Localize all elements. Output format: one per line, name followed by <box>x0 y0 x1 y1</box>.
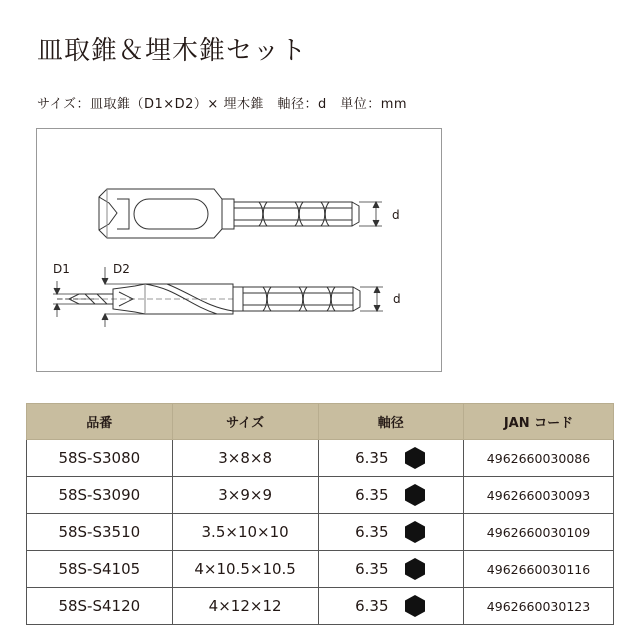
hexagon-icon <box>403 483 427 507</box>
drill-drawing <box>37 129 443 373</box>
size-cell: 4×10.5×10.5 <box>172 551 318 588</box>
size-cell: 4×12×12 <box>172 588 318 625</box>
size-cell: 3.5×10×10 <box>172 514 318 551</box>
size-legend: サイズ：皿取錐（D1×D2）× 埋木錐 軸径：d 単位：mm <box>37 97 408 112</box>
hexagon-icon <box>403 446 427 470</box>
hexagon-icon <box>403 520 427 544</box>
size-cell: 3×9×9 <box>172 477 318 514</box>
shaft-value: 6.35 <box>355 449 389 467</box>
page-title: 皿取錐＆埋木錐セット <box>37 36 308 66</box>
jan-code-cell: 4962660030123 <box>464 588 614 625</box>
table-row <box>27 440 614 477</box>
d2-label: D2 <box>113 262 130 276</box>
column-header-size: サイズ <box>172 404 318 440</box>
countersink-drill-drawing <box>57 284 360 314</box>
table-header-row <box>27 404 614 440</box>
column-header-part-number: 品番 <box>27 404 173 440</box>
shaft-value: 6.35 <box>355 597 389 615</box>
part-number-cell: 58S-S3510 <box>27 514 173 551</box>
shaft-value: 6.35 <box>355 486 389 504</box>
product-diagram <box>36 128 442 372</box>
shaft-cell <box>318 514 463 551</box>
shaft-cell <box>318 551 463 588</box>
table-row <box>27 514 614 551</box>
shaft-cell <box>318 440 463 477</box>
spec-table <box>26 403 614 625</box>
part-number-cell: 58S-S3090 <box>27 477 173 514</box>
shaft-cell <box>318 477 463 514</box>
shaft-value: 6.35 <box>355 560 389 578</box>
shaft-diameter-label: d <box>393 292 401 306</box>
size-cell: 3×8×8 <box>172 440 318 477</box>
table-row <box>27 588 614 625</box>
part-number-cell: 58S-S3080 <box>27 440 173 477</box>
jan-code-cell: 4962660030086 <box>464 440 614 477</box>
shaft-diameter-label: d <box>392 208 400 222</box>
shaft-cell <box>318 588 463 625</box>
column-header-shaft: 軸径 <box>318 404 463 440</box>
jan-code-cell: 4962660030093 <box>464 477 614 514</box>
part-number-cell: 58S-S4105 <box>27 551 173 588</box>
part-number-cell: 58S-S4120 <box>27 588 173 625</box>
jan-code-cell: 4962660030109 <box>464 514 614 551</box>
table-row <box>27 551 614 588</box>
jan-code-cell: 4962660030116 <box>464 551 614 588</box>
hexagon-icon <box>403 594 427 618</box>
plug-cutter-drawing <box>99 189 359 238</box>
column-header-jan: JAN コード <box>464 404 614 440</box>
shaft-value: 6.35 <box>355 523 389 541</box>
d1-label: D1 <box>53 262 70 276</box>
hexagon-icon <box>403 557 427 581</box>
table-row <box>27 477 614 514</box>
